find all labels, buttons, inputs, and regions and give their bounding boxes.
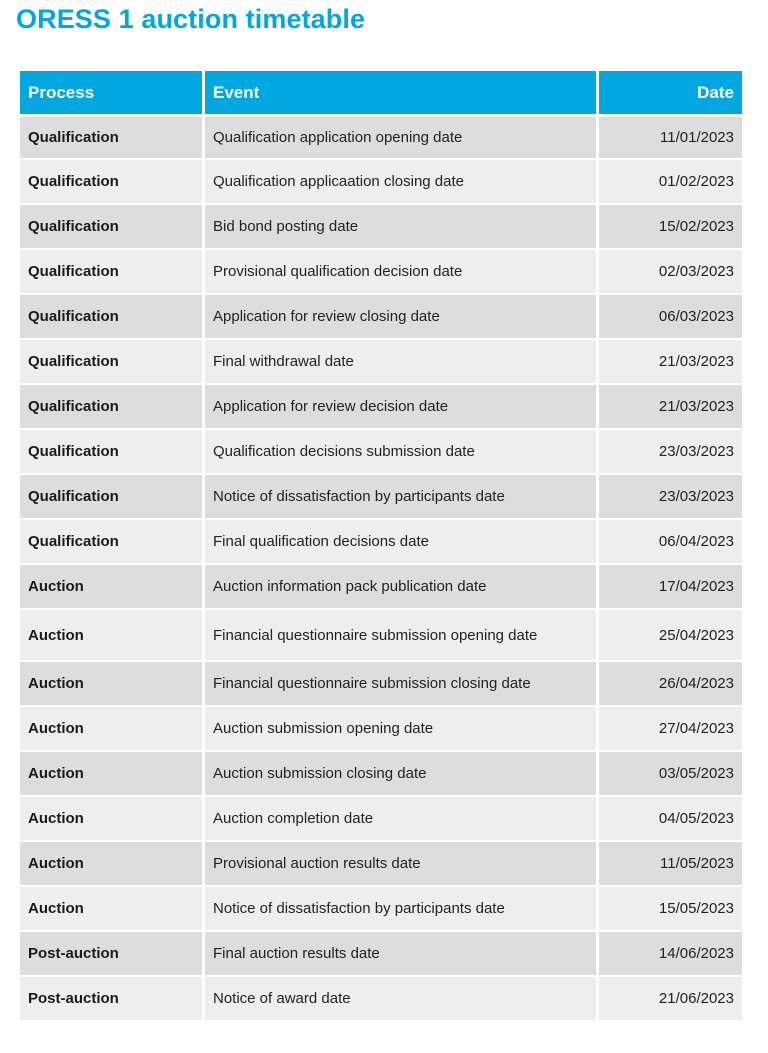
cell-event: Notice of dissatisfaction by participants date	[202, 887, 596, 932]
cell-event: Bid bond posting date	[202, 205, 596, 250]
table-row	[20, 977, 742, 1022]
cell-event: Final withdrawal date	[202, 340, 596, 385]
cell-date: 15/05/2023	[596, 887, 742, 932]
table-row	[20, 385, 742, 430]
timetable	[20, 71, 742, 1022]
table-row	[20, 117, 742, 160]
table-row	[20, 340, 742, 385]
cell-event: Financial questionnaire submission closing date	[202, 662, 596, 707]
cell-process: Auction	[20, 707, 202, 752]
cell-event: Final auction results date	[202, 932, 596, 977]
cell-process: Auction	[20, 752, 202, 797]
cell-event: Qualification application opening date	[202, 117, 596, 160]
cell-event: Provisional qualification decision date	[202, 250, 596, 295]
cell-date: 23/03/2023	[596, 430, 742, 475]
cell-process: Auction	[20, 565, 202, 610]
cell-process: Auction	[20, 887, 202, 932]
cell-process: Qualification	[20, 250, 202, 295]
cell-date: 26/04/2023	[596, 662, 742, 707]
cell-event: Financial questionnaire submission opening date	[202, 610, 596, 662]
cell-date: 15/02/2023	[596, 205, 742, 250]
cell-date: 21/06/2023	[596, 977, 742, 1022]
cell-date: 04/05/2023	[596, 797, 742, 842]
cell-event: Qualification decisions submission date	[202, 430, 596, 475]
cell-date: 21/03/2023	[596, 340, 742, 385]
column-header-process: Process	[20, 71, 202, 117]
cell-date: 17/04/2023	[596, 565, 742, 610]
cell-event: Auction information pack publication date	[202, 565, 596, 610]
cell-date: 11/05/2023	[596, 842, 742, 887]
cell-date: 06/04/2023	[596, 520, 742, 565]
table-row	[20, 520, 742, 565]
page-title: ORESS 1 auction timetable	[16, 4, 366, 34]
cell-process: Qualification	[20, 295, 202, 340]
table-row	[20, 205, 742, 250]
table-row	[20, 707, 742, 752]
cell-process: Qualification	[20, 205, 202, 250]
cell-process: Auction	[20, 797, 202, 842]
cell-event: Qualification applicaation closing date	[202, 160, 596, 205]
table-row	[20, 295, 742, 340]
cell-process: Qualification	[20, 340, 202, 385]
table-row	[20, 887, 742, 932]
table-row	[20, 752, 742, 797]
table-row	[20, 475, 742, 520]
header-row	[20, 71, 742, 117]
table-row	[20, 565, 742, 610]
cell-date: 06/03/2023	[596, 295, 742, 340]
table-row	[20, 932, 742, 977]
cell-date: 14/06/2023	[596, 932, 742, 977]
cell-event: Final qualification decisions date	[202, 520, 596, 565]
cell-event: Provisional auction results date	[202, 842, 596, 887]
cell-process: Qualification	[20, 430, 202, 475]
cell-date: 11/01/2023	[596, 117, 742, 160]
cell-event: Notice of dissatisfaction by participants date	[202, 475, 596, 520]
cell-date: 23/03/2023	[596, 475, 742, 520]
table-row	[20, 610, 742, 662]
cell-process: Auction	[20, 842, 202, 887]
cell-process: Post-auction	[20, 932, 202, 977]
table-row	[20, 250, 742, 295]
cell-process: Qualification	[20, 385, 202, 430]
table-row	[20, 160, 742, 205]
cell-event: Auction completion date	[202, 797, 596, 842]
cell-date: 21/03/2023	[596, 385, 742, 430]
cell-process: Qualification	[20, 160, 202, 205]
cell-event: Auction submission closing date	[202, 752, 596, 797]
cell-date: 02/03/2023	[596, 250, 742, 295]
cell-process: Qualification	[20, 475, 202, 520]
cell-event: Application for review decision date	[202, 385, 596, 430]
column-header-date: Date	[596, 71, 742, 117]
table-row	[20, 797, 742, 842]
cell-process: Qualification	[20, 520, 202, 565]
cell-date: 03/05/2023	[596, 752, 742, 797]
cell-date: 25/04/2023	[596, 610, 742, 662]
cell-event: Application for review closing date	[202, 295, 596, 340]
table-row	[20, 842, 742, 887]
cell-date: 01/02/2023	[596, 160, 742, 205]
cell-process: Auction	[20, 610, 202, 662]
cell-process: Qualification	[20, 117, 202, 160]
table-row	[20, 430, 742, 475]
cell-process: Auction	[20, 662, 202, 707]
column-header-event: Event	[202, 71, 596, 117]
table-row	[20, 662, 742, 707]
cell-process: Post-auction	[20, 977, 202, 1022]
cell-event: Notice of award date	[202, 977, 596, 1022]
cell-date: 27/04/2023	[596, 707, 742, 752]
cell-event: Auction submission opening date	[202, 707, 596, 752]
